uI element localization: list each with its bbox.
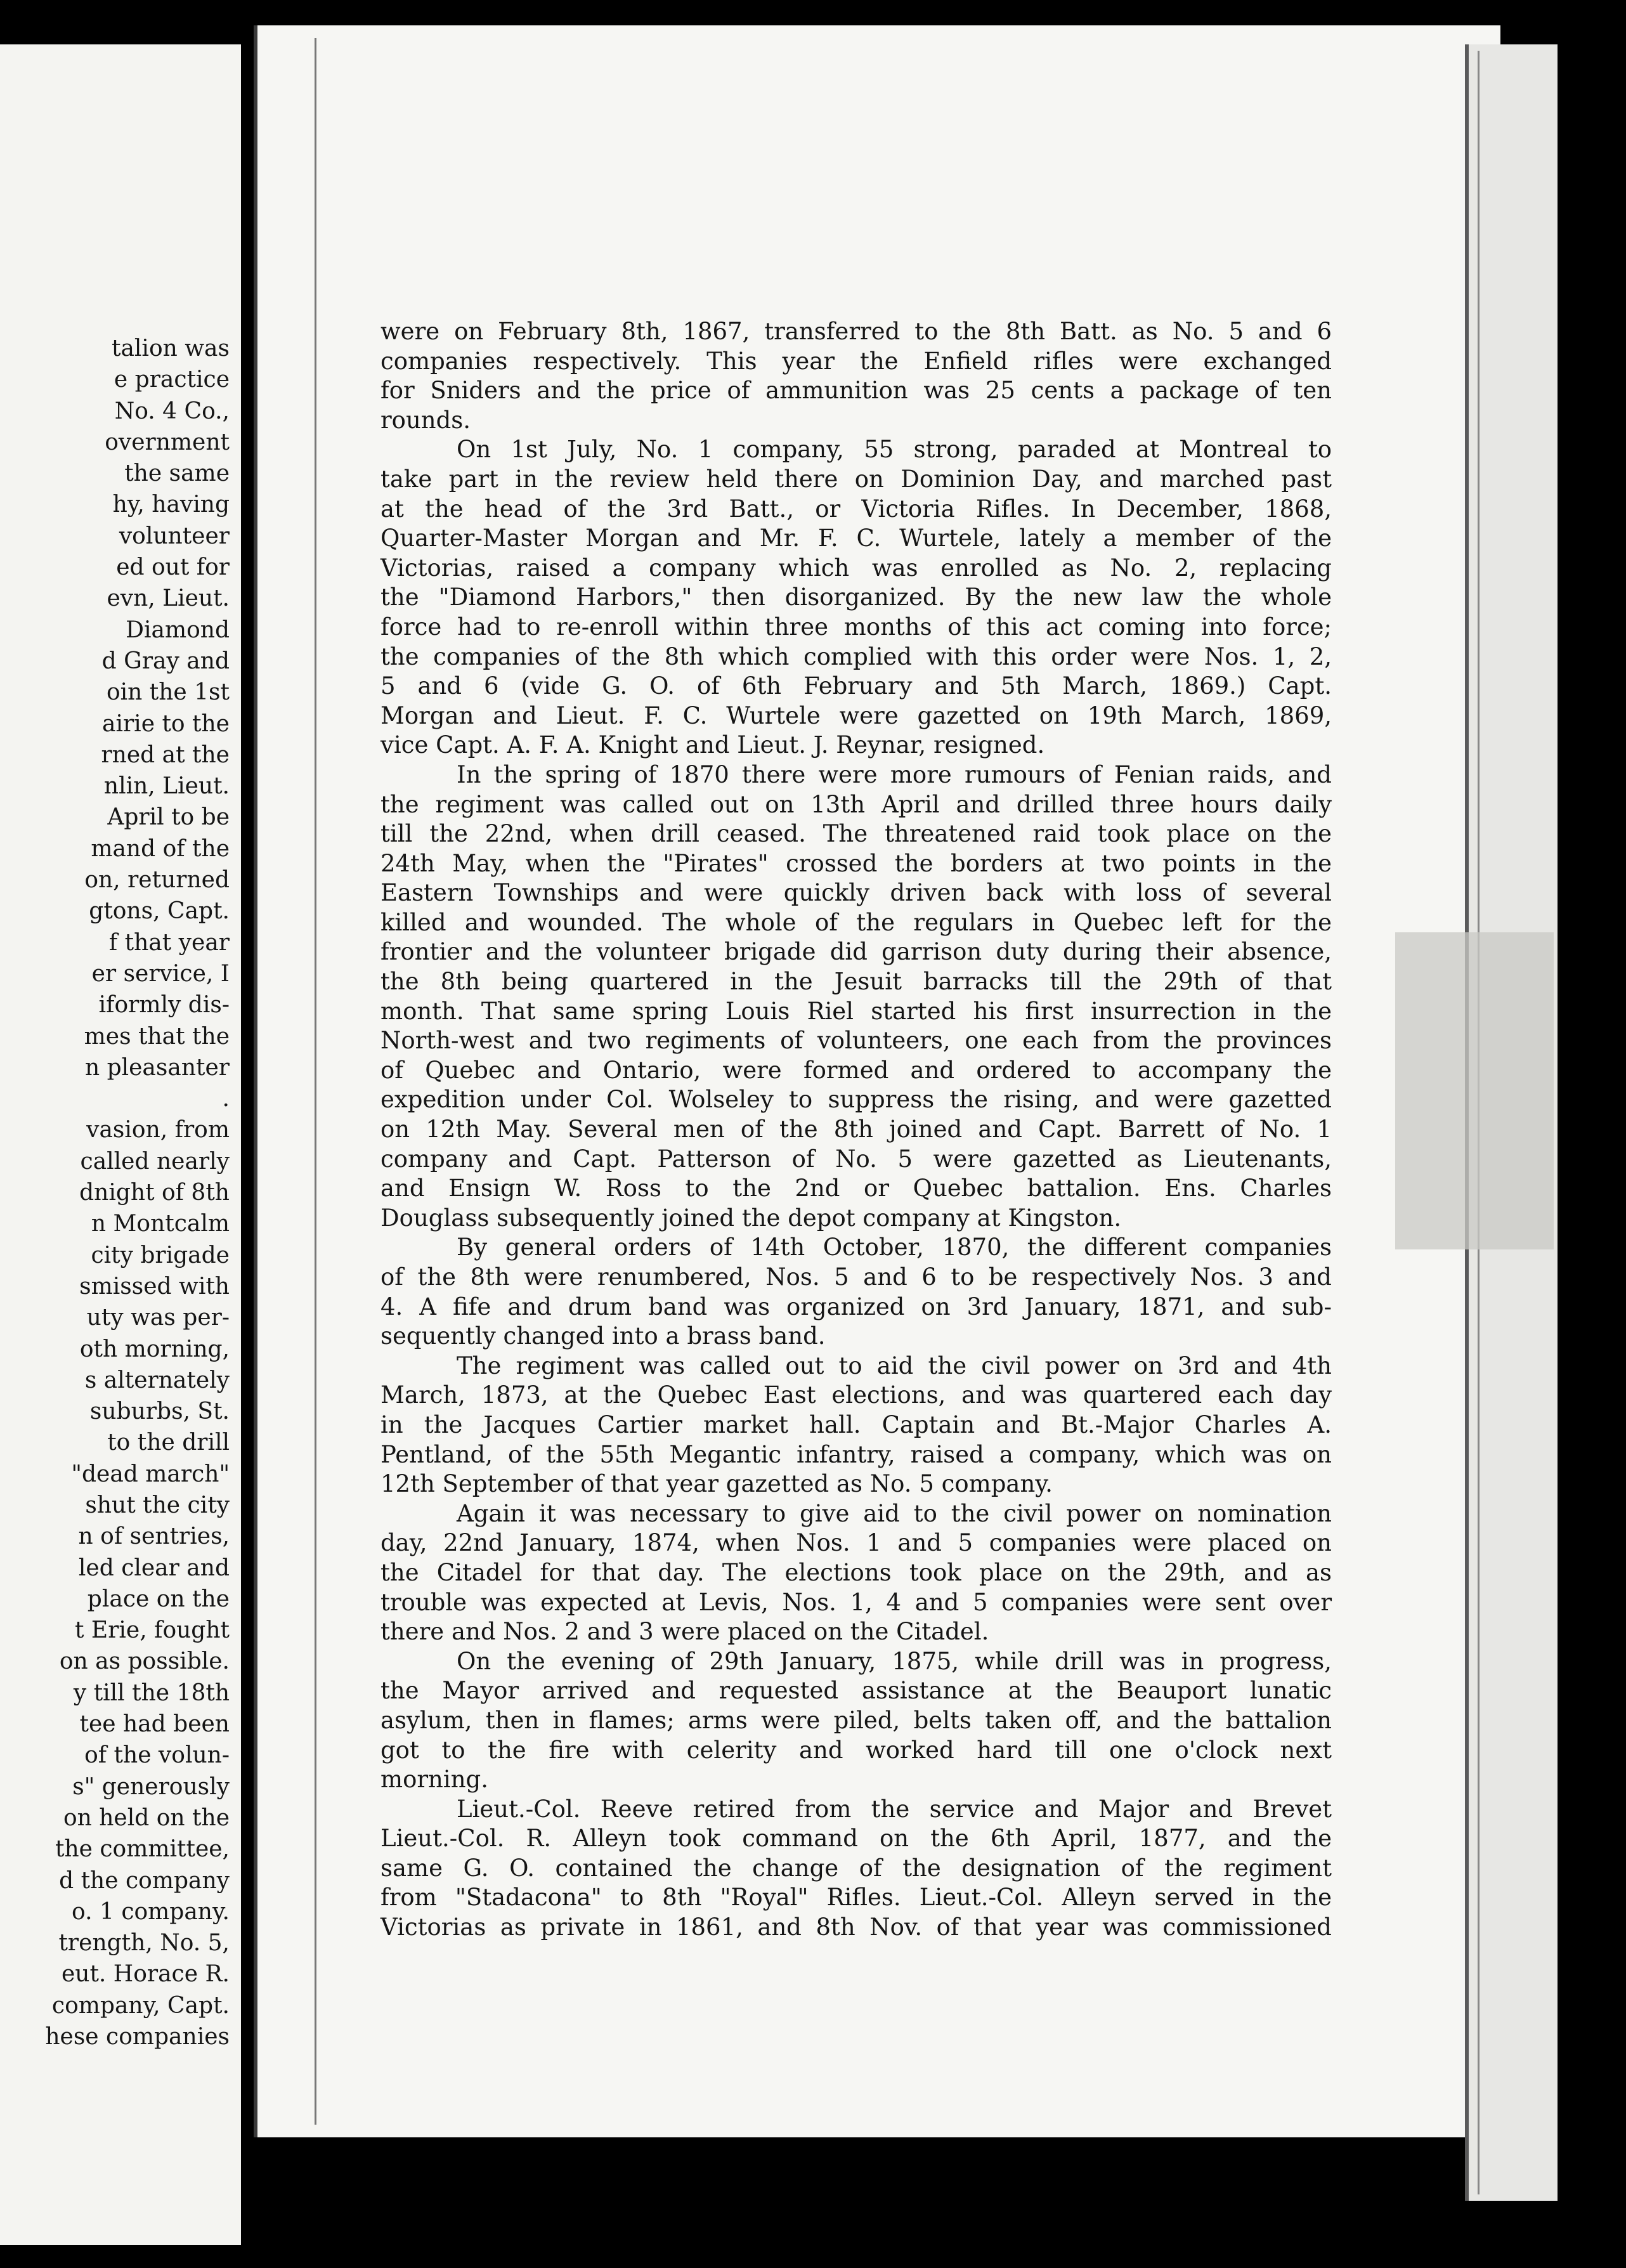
text-line: 5 and 6 (vide G. O. of 6th February and 5th March, 1869.) Capt. <box>380 672 1332 700</box>
book-spine <box>241 0 254 2268</box>
text-line: same G. O. contained the change of the designation of the regiment <box>380 1854 1332 1882</box>
left-page-line: the same <box>124 460 230 487</box>
left-page-line: volunteer <box>119 523 230 549</box>
left-page-line: "dead march" <box>71 1461 230 1487</box>
text-line: for Sniders and the price of ammunition was 25 cents a package of ten <box>380 377 1332 405</box>
left-page-line: n Montcalm <box>91 1211 230 1237</box>
left-page-line: d Gray and <box>101 648 230 674</box>
text-line: rounds. <box>380 406 471 434</box>
text-line: March, 1873, at the Quebec East elections, and was quartered each day <box>380 1381 1332 1409</box>
text-line: The regiment was called out to aid the civil power on 3rd and 4th <box>457 1352 1332 1379</box>
left-page-line: rned at the <box>101 741 230 768</box>
text-line: there and Nos. 2 and 3 were placed on the Citadel. <box>380 1618 989 1646</box>
text-line: Victorias, raised a company which was enrolled as No. 2, replacing <box>380 554 1332 582</box>
text-line: Again it was necessary to give aid to the civil power on nomination <box>457 1499 1332 1527</box>
scan-shadow <box>1395 932 1554 1249</box>
text-line: were on February 8th, 1867, transferred to the 8th Batt. as No. 5 and 6 <box>380 318 1332 345</box>
left-page-line: of the volun- <box>84 1742 230 1769</box>
text-line: the "Diamond Harbors," then disorganized. By the new law the whole <box>380 583 1332 611</box>
left-page-line: mand of the <box>91 835 230 862</box>
left-page-line: hese companies <box>45 2024 230 2050</box>
left-page-line: y till the 18th <box>73 1679 230 1706</box>
left-page-line: eut. Horace R. <box>61 1961 230 1988</box>
text-line: Pentland, of the 55th Megantic infantry, raised a company, which was on <box>380 1440 1332 1468</box>
left-page-line: April to be <box>107 804 230 831</box>
text-line: the Citadel for that day. The elections took place on the 29th, and as <box>380 1558 1332 1586</box>
page-edge-rule <box>315 38 316 2125</box>
left-page-line: shut the city <box>85 1492 230 1518</box>
text-line: in the Jacques Cartier market hall. Captain and Bt.-Major Charles A. <box>380 1411 1332 1438</box>
text-line: morning. <box>380 1766 488 1794</box>
left-page-line: tee had been <box>79 1711 230 1738</box>
text-line: frontier and the volunteer brigade did garrison duty during their absence, <box>380 938 1332 966</box>
text-line: 12th September of that year gazetted as No. 5 company. <box>380 1470 1053 1498</box>
left-page-line: called nearly <box>80 1148 230 1175</box>
left-page-line: vasion, from <box>86 1117 230 1144</box>
text-line: force had to re-enroll within three months of this act coming into force; <box>380 613 1332 641</box>
left-page-line: hy, having <box>112 492 230 518</box>
text-line: take part in the review held there on Dominion Day, and marched past <box>380 465 1332 493</box>
left-page-line: o. 1 company. <box>72 1898 230 1925</box>
main-text-body <box>380 317 1332 1943</box>
text-line: the Mayor arrived and requested assistance at the Beauport lunatic <box>380 1677 1332 1705</box>
text-line: and Ensign W. Ross to the 2nd or Quebec battalion. Ens. Charles <box>380 1175 1332 1202</box>
text-line: month. That same spring Louis Riel started his first insurrection in the <box>380 997 1332 1025</box>
text-line: day, 22nd January, 1874, when Nos. 1 and 5 companies were placed on <box>380 1529 1332 1557</box>
text-line: the 8th being quartered in the Jesuit barracks till the 29th of that <box>380 968 1332 996</box>
left-page-text <box>0 333 230 2052</box>
left-page-line: trength, No. 5, <box>58 1930 230 1957</box>
text-line: 4. A fife and drum band was organized on 3rd January, 1871, and sub- <box>380 1293 1332 1320</box>
left-page-line: d the company <box>59 1867 230 1894</box>
text-line: Lieut.-Col. Reeve retired from the service and Major and Brevet <box>457 1795 1332 1823</box>
left-page-line: f that year <box>108 929 230 956</box>
left-page-line: Diamond <box>126 616 230 643</box>
left-page-line: oth morning, <box>79 1336 230 1362</box>
text-line: 24th May, when the "Pirates" crossed the borders at two points in the <box>380 849 1332 877</box>
left-page-line: nlin, Lieut. <box>103 773 230 800</box>
left-page-line: . <box>222 1086 230 1112</box>
text-line: By general orders of 14th October, 1870, the different companies <box>457 1234 1332 1261</box>
text-line: the regiment was called out on 13th April and drilled three hours daily <box>380 790 1332 818</box>
left-page-line: No. 4 Co., <box>114 398 230 424</box>
text-line: Victorias as private in 1861, and 8th Nov. of that year was commissioned <box>380 1913 1332 1941</box>
text-line: company and Capt. Patterson of No. 5 were gazetted as Lieutenants, <box>380 1145 1332 1173</box>
text-line: Lieut.-Col. R. Alleyn took command on the 6th April, 1877, and the <box>380 1825 1332 1853</box>
left-page-line: company, Capt. <box>51 1992 230 2019</box>
left-page-line: t Erie, fought <box>75 1617 230 1644</box>
left-page-line: evn, Lieut. <box>107 585 230 612</box>
left-page-line: talion was <box>111 336 230 362</box>
text-line: Eastern Townships and were quickly driven back with loss of several <box>380 879 1332 907</box>
text-line: On the evening of 29th January, 1875, while drill was in progress, <box>457 1647 1332 1675</box>
text-line: Morgan and Lieut. F. C. Wurtele were gazetted on 19th March, 1869, <box>380 701 1332 729</box>
left-page-line: place on the <box>87 1586 230 1612</box>
left-page-line: dnight of 8th <box>79 1180 230 1206</box>
text-line: In the spring of 1870 there were more rumours of Fenian raids, and <box>457 760 1332 788</box>
left-page-line: e practice <box>114 367 230 393</box>
text-line: asylum, then in flames; arms were piled, belts taken off, and the battalion <box>380 1706 1332 1734</box>
text-line: trouble was expected at Levis, Nos. 1, 4 and 5 companies were sent over <box>380 1588 1332 1616</box>
left-page-line: to the drill <box>107 1430 230 1456</box>
text-line: On 1st July, No. 1 company, 55 strong, paraded at Montreal to <box>457 436 1332 464</box>
left-page-line: suburbs, St. <box>89 1398 230 1425</box>
text-line: sequently changed into a brass band. <box>380 1322 826 1350</box>
left-page-line: led clear and <box>78 1554 230 1581</box>
left-page-line: on as possible. <box>59 1648 230 1675</box>
text-line: till the 22nd, when drill ceased. The threatened raid took place on the <box>380 820 1332 848</box>
left-page <box>0 44 241 2245</box>
left-page-line: uty was per- <box>86 1305 230 1331</box>
text-line: at the head of the 3rd Batt., or Victoria Rifles. In December, 1868, <box>380 495 1332 523</box>
left-page-line: oin the 1st <box>106 679 230 706</box>
left-page-line: on, returned <box>84 867 230 894</box>
left-page-line: smissed with <box>79 1273 230 1300</box>
text-line: killed and wounded. The whole of the regulars in Quebec left for the <box>380 908 1332 936</box>
text-line: companies respectively. This year the Enfield rifles were exchanged <box>380 347 1332 375</box>
left-page-line: overnment <box>105 429 230 455</box>
text-line: the companies of the 8th which complied with this order were Nos. 1, 2, <box>380 642 1332 670</box>
left-page-line: n of sentries, <box>78 1523 230 1550</box>
left-page-line: s alternately <box>84 1367 230 1393</box>
text-line: got to the fire with celerity and worked hard till one o'clock next <box>380 1736 1332 1764</box>
left-page-line: n pleasanter <box>84 1054 230 1081</box>
text-line: of the 8th were renumbered, Nos. 5 and 6 to be respectively Nos. 3 and <box>380 1263 1332 1291</box>
left-page-line: er service, I <box>91 960 230 987</box>
text-line: North-west and two regiments of volunteers, one each from the provinces <box>380 1027 1332 1055</box>
text-line: vice Capt. A. F. A. Knight and Lieut. J. Reynar, resigned. <box>380 731 1045 759</box>
text-line: on 12th May. Several men of the 8th joined and Capt. Barrett of No. 1 <box>380 1116 1332 1144</box>
left-page-line: s" generously <box>72 1773 230 1800</box>
left-page-line: mes that the <box>84 1023 230 1050</box>
left-page-line: gtons, Capt. <box>89 898 230 925</box>
text-line: expedition under Col. Wolseley to suppress the rising, and were gazetted <box>380 1086 1332 1114</box>
text-line: of Quebec and Ontario, were formed and ordered to accompany the <box>380 1056 1332 1084</box>
left-page-line: iformly dis- <box>98 992 230 1019</box>
left-page-line: ed out for <box>116 554 230 581</box>
text-line: Douglass subsequently joined the depot company at Kingston. <box>380 1204 1122 1232</box>
left-page-line: city brigade <box>91 1242 230 1268</box>
text-line: Quarter-Master Morgan and Mr. F. C. Wurtele, lately a member of the <box>380 525 1332 552</box>
left-page-line: on held on the <box>63 1804 230 1831</box>
left-page-line: airie to the <box>102 710 230 737</box>
text-line: from "Stadacona" to 8th "Royal" Rifles. Lieut.-Col. Alleyn served in the <box>380 1884 1332 1912</box>
left-page-line: the committee, <box>55 1836 230 1863</box>
